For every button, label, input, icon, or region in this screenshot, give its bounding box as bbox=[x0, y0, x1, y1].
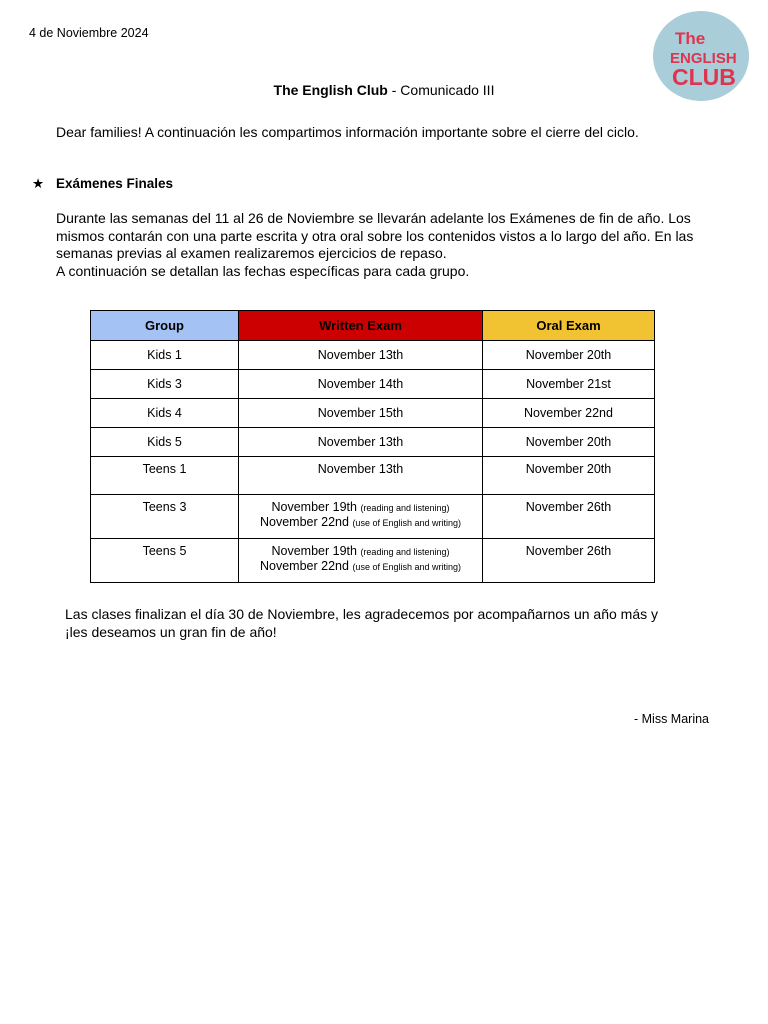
written-date: November 19th bbox=[271, 500, 357, 514]
group-cell: Kids 4 bbox=[91, 399, 239, 428]
logo-line-3: CLUB bbox=[672, 64, 736, 90]
star-icon: ★ bbox=[32, 176, 45, 191]
page-title bbox=[0, 82, 768, 98]
section-heading bbox=[32, 176, 173, 192]
table-row bbox=[91, 428, 655, 457]
oral-exam-cell: November 20th bbox=[483, 341, 655, 370]
written-note: (use of English and writing) bbox=[352, 562, 461, 572]
paragraph-line: Durante las semanas del 11 al 26 de Noviembre se llevarán adelante los Exámenes de fin de año. Los bbox=[56, 210, 691, 226]
logo-line-2: ENGLISH bbox=[670, 50, 737, 67]
written-exam-cell: November 13th bbox=[239, 341, 483, 370]
closing-line: ¡les deseamos un gran fin de año! bbox=[65, 624, 277, 640]
header-oral-exam: Oral Exam bbox=[483, 311, 655, 341]
group-cell: Kids 3 bbox=[91, 370, 239, 399]
written-date: November 22nd bbox=[260, 559, 349, 573]
table-row bbox=[91, 539, 655, 583]
section-title: Exámenes Finales bbox=[56, 176, 174, 191]
group-cell: Teens 5 bbox=[91, 539, 239, 583]
written-exam-cell bbox=[239, 495, 483, 539]
oral-exam-cell: November 21st bbox=[483, 370, 655, 399]
written-exam-cell: November 13th bbox=[239, 428, 483, 457]
oral-exam-cell: November 22nd bbox=[483, 399, 655, 428]
paragraph-line: semanas previas al examen realizaremos ejercicios de repaso. bbox=[56, 245, 447, 261]
written-exam-cell: November 13th bbox=[239, 457, 483, 495]
oral-exam-cell: November 20th bbox=[483, 428, 655, 457]
table-row bbox=[91, 341, 655, 370]
closing-text bbox=[65, 605, 658, 641]
written-exam-cell: November 14th bbox=[239, 370, 483, 399]
closing-line: Las clases finalizan el día 30 de Noviembre, les agradecemos por acompañarnos un año más y bbox=[65, 606, 658, 622]
oral-exam-cell: November 26th bbox=[483, 539, 655, 583]
oral-exam-cell: November 20th bbox=[483, 457, 655, 495]
table-header-row bbox=[91, 311, 655, 341]
group-cell: Kids 5 bbox=[91, 428, 239, 457]
document-date: 4 de Noviembre 2024 bbox=[29, 26, 149, 40]
written-note: (reading and listening) bbox=[360, 503, 450, 513]
brand-name: The English Club bbox=[273, 82, 388, 98]
header-group: Group bbox=[91, 311, 239, 341]
group-cell: Teens 1 bbox=[91, 457, 239, 495]
group-cell: Teens 3 bbox=[91, 495, 239, 539]
table-row bbox=[91, 495, 655, 539]
intro-text: Dear families! A continuación les compartimos información importante sobre el cierre del ciclo. bbox=[56, 124, 639, 140]
logo-line-1: The bbox=[675, 29, 706, 48]
written-date: November 19th bbox=[271, 544, 357, 558]
oral-exam-cell: November 26th bbox=[483, 495, 655, 539]
table-row bbox=[91, 370, 655, 399]
section-paragraph bbox=[56, 210, 716, 280]
written-note: (reading and listening) bbox=[360, 547, 450, 557]
written-date: November 22nd bbox=[260, 515, 349, 529]
group-cell: Kids 1 bbox=[91, 341, 239, 370]
written-note: (use of English and writing) bbox=[352, 518, 461, 528]
exam-schedule-table bbox=[90, 310, 655, 583]
paragraph-line: A continuación se detallan las fechas específicas para cada grupo. bbox=[56, 262, 470, 279]
table-row bbox=[91, 399, 655, 428]
title-suffix: - Comunicado III bbox=[387, 82, 495, 98]
written-exam-cell bbox=[239, 539, 483, 583]
signature: - Miss Marina bbox=[634, 712, 710, 726]
table-row bbox=[91, 457, 655, 495]
header-written-exam: Written Exam bbox=[239, 311, 483, 341]
written-exam-cell: November 15th bbox=[239, 399, 483, 428]
paragraph-line: mismos contarán con una parte escrita y otra oral sobre los contenidos vistos a lo largo del año. En las bbox=[56, 227, 694, 244]
